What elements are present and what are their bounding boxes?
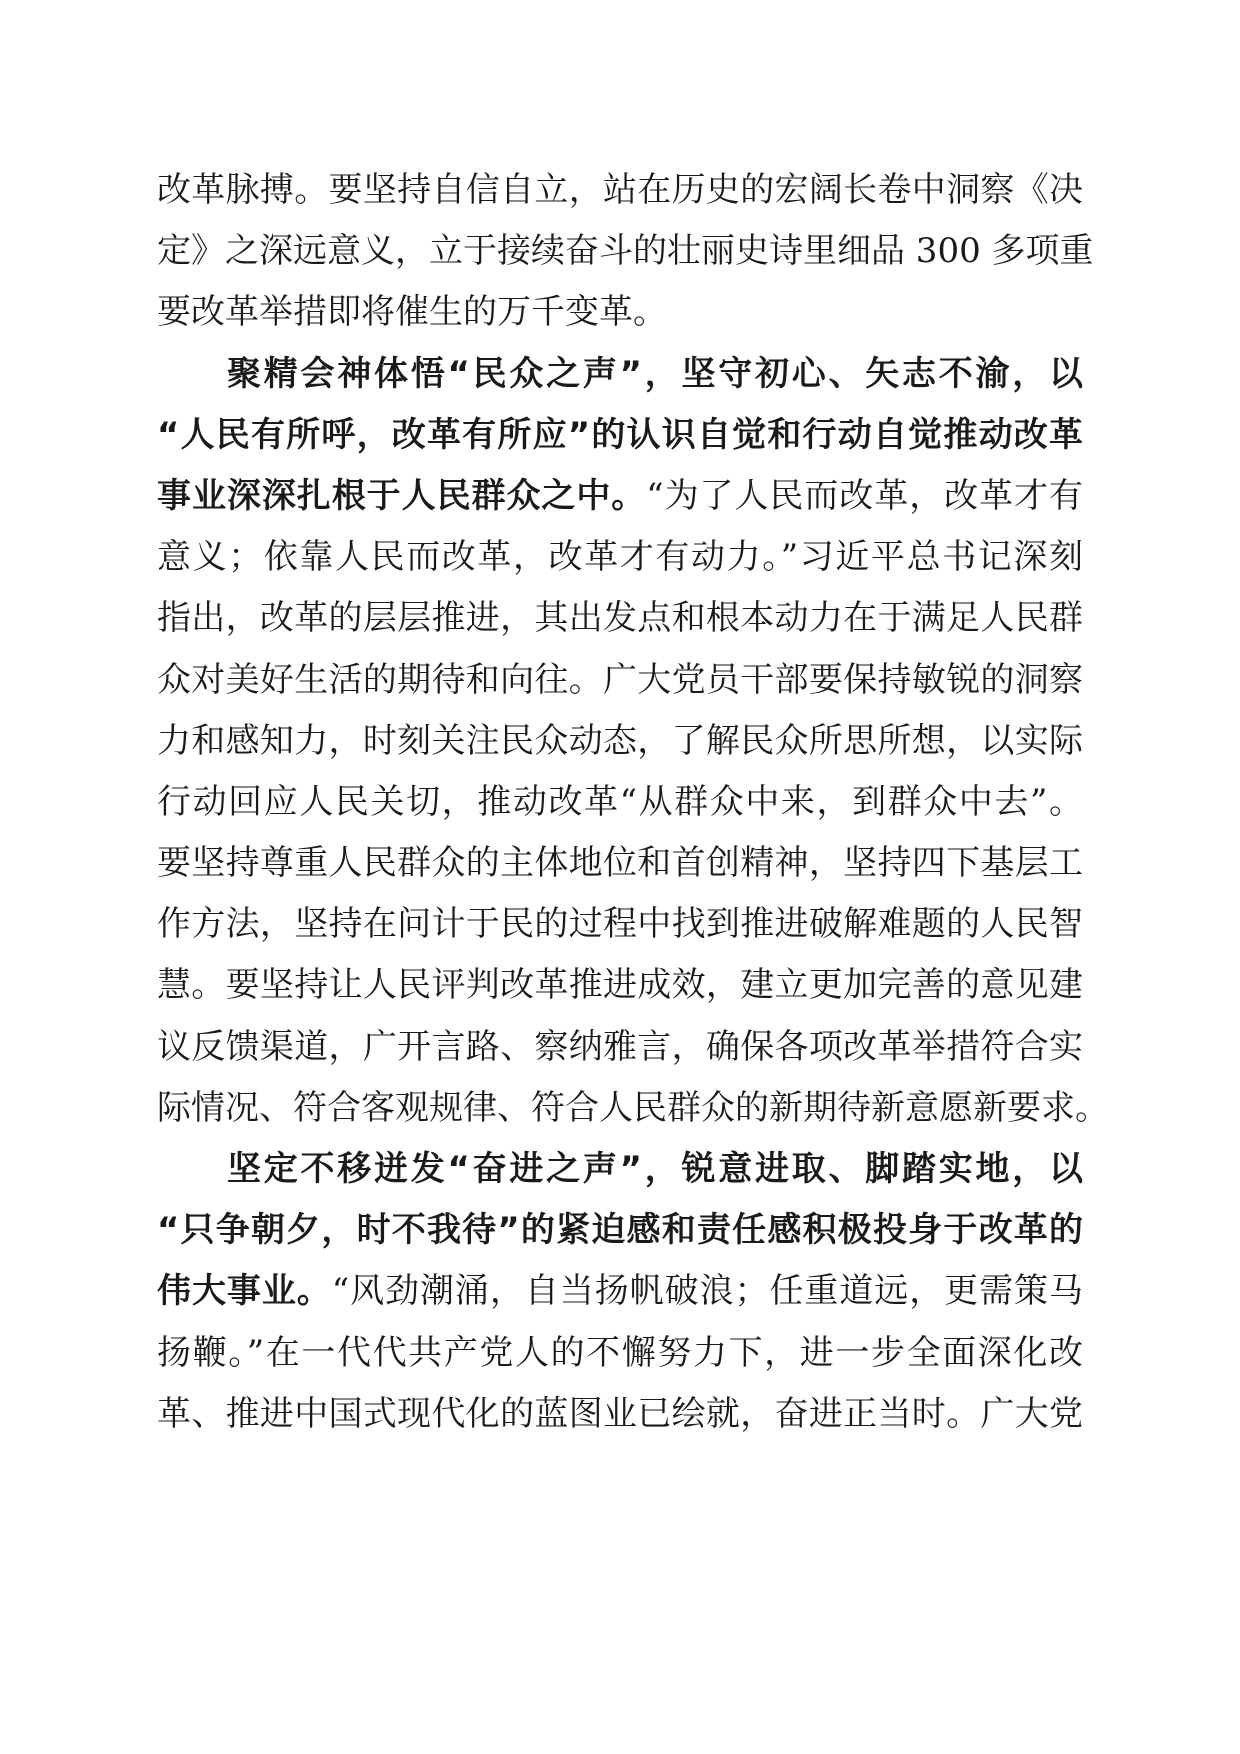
heading-line: “只争朝夕，时不我待”的紧迫感和责任感积极投身于改革的 [157,1210,1083,1251]
text-line: 改革脉搏。要坚持自信自立，站在历史的宏阔长卷中洞察《决 [157,170,1083,210]
text-line: 革、推进中国式现代化的蓝图业已绘就，奋进正当时。广大党 [157,1393,1083,1434]
text-line: 要改革举措即将催生的万千变革。 [157,292,667,333]
heading-line: “人民有所呼，改革有所应”的认识自觉和行动自觉推动改革 [157,414,1083,455]
heading-fragment: 事业深深扎根于人民群众之中。 [157,475,647,516]
mixed-line [157,1261,1083,1322]
heading-fragment: 伟大事业。 [157,1271,332,1312]
paragraph-3 [157,1139,1083,1445]
text-line: 慧。要坚持让人民评判改革推进成效，建立更加完善的意见建 [157,965,1083,1006]
text-line: 议反馈渠道，广开言路、察纳雅言，确保各项改革举措符合实 [157,1026,1083,1067]
text-fragment: “风劲潮涌，自当扬帆破浪；任重道远，更需策马 [331,1271,1083,1312]
text-line: 指出，改革的层层推进，其出发点和根本动力在于满足人民群 [157,598,1083,639]
text-fragment: “为了人民而改革，改革才有 [646,475,1083,516]
text-line: 要坚持尊重人民群众的主体地位和首创精神，坚持四下基层工 [157,843,1083,884]
text-line: 际情况、符合客观规律、符合人民群众的新期待新意愿新要求。 [157,1087,1109,1128]
heading-line: 聚精会神体悟“民众之声”，坚守初心、矢志不渝，以 [227,353,1083,394]
document-page [157,160,1109,1445]
text-line: 定》之深远意义，立于接续奋斗的壮丽史诗里细品 300 多项重 [157,231,1094,272]
mixed-line [157,466,1083,527]
text-line: 力和感知力，时刻关注民众动态，了解民众所思所想，以实际 [157,720,1083,761]
paragraph-2 [157,344,1109,1139]
paragraph-1 [157,160,1094,344]
heading-line: 坚定不移迸发“奋进之声”，锐意进取、脚踏实地，以 [227,1149,1083,1189]
text-line: 意义；依靠人民而改革，改革才有动力。”习近平总书记深刻 [157,537,1083,578]
text-line: 作方法，坚持在问计于民的过程中找到推进破解难题的人民智 [157,904,1083,945]
text-line: 行动回应人民关切，推动改革“从群众中来，到群众中去”。 [157,781,1083,822]
text-line: 众对美好生活的期待和向往。广大党员干部要保持敏锐的洞察 [157,659,1083,700]
text-line: 扬鞭。”在一代代共产党人的不懈努力下，进一步全面深化改 [157,1332,1083,1373]
